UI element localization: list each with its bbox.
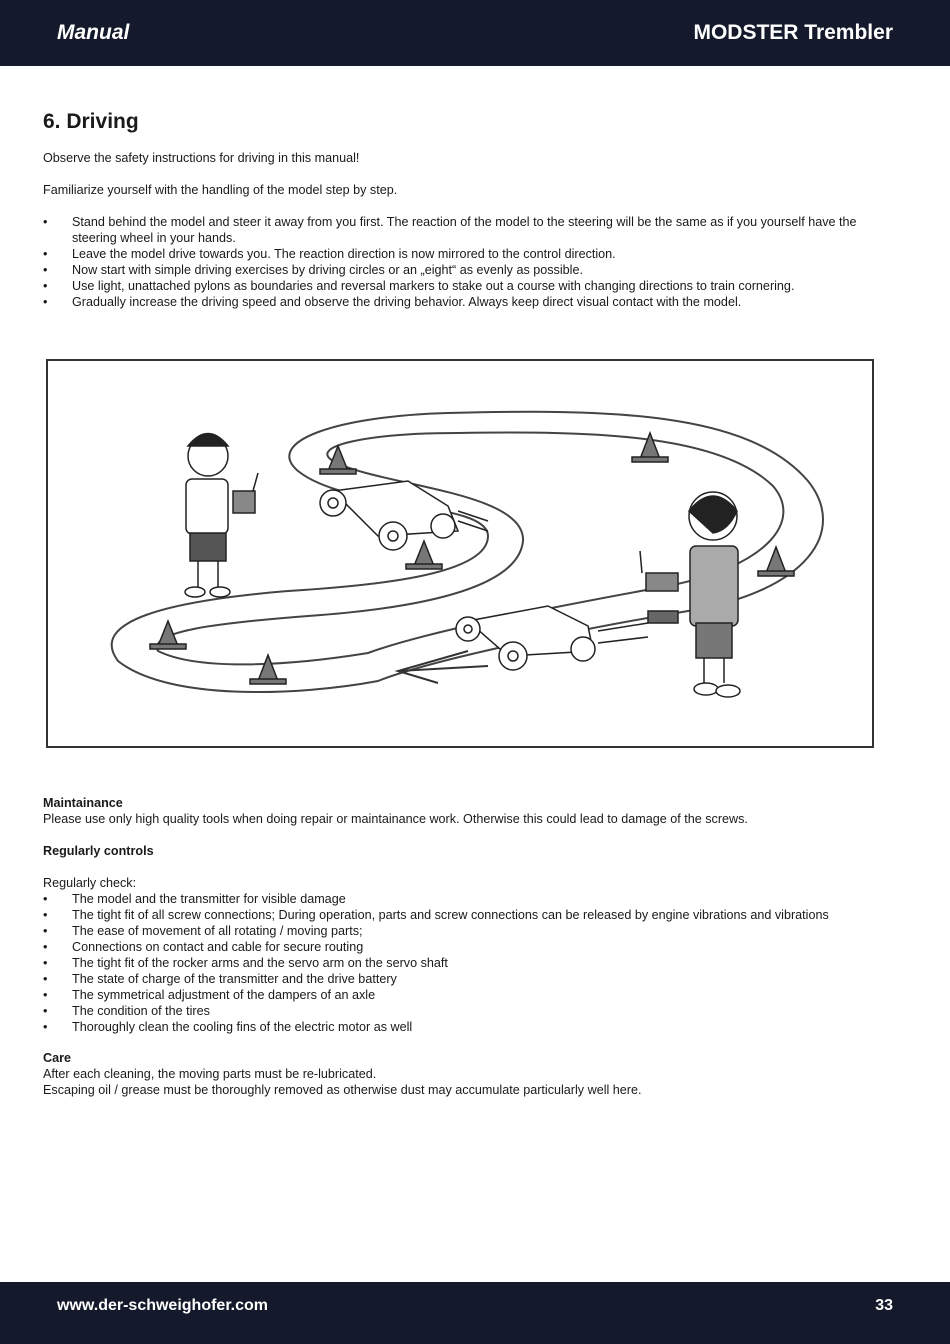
list-item: • Use light, unattached pylons as boundaries and reversal markers to stake out a course with changing directions to train cornering. (43, 279, 795, 293)
bullet-marker: • (43, 940, 48, 954)
bullet-marker: • (43, 924, 48, 938)
bullet-marker: • (43, 908, 48, 922)
bullet-marker: • (43, 892, 48, 906)
bullet-marker: • (43, 1004, 48, 1018)
footer-bar (0, 1282, 950, 1344)
bullet-marker: • (43, 1020, 48, 1034)
header-bar (0, 0, 950, 66)
rc-car-icon (456, 606, 648, 670)
bullet-marker: • (43, 972, 48, 986)
footer-website: www.der-schweighofer.com (57, 1297, 269, 1314)
cone-icon (758, 547, 794, 576)
maintenance-text: Please use only high quality tools when doing repair or maintainance work. Otherwise this could lead to damage of the screws. (43, 812, 748, 826)
list-item: • The state of charge of the transmitter and the drive battery (43, 972, 397, 986)
list-item: • Now start with simple driving exercises by driving circles or an „eight“ as evenly as possible. (43, 263, 583, 277)
section-title: 6. Driving (43, 110, 139, 133)
header-product-title: MODSTER Trembler (693, 21, 893, 44)
care-line-2: Escaping oil / grease must be thoroughly removed as otherwise dust may accumulate particularly well here. (43, 1083, 642, 1097)
intro-familiarize: Familiarize yourself with the handling of the model step by step. (43, 183, 398, 197)
list-item: • The ease of movement of all rotating / moving parts; (43, 924, 363, 938)
list-item: • Stand behind the model and steer it away from you first. The reaction of the model to the steering will be the same as if you yourself have the steering wheel in your hands. (43, 215, 857, 245)
list-item: • The tight fit of all screw connections; During operation, parts and screw connections can be released by engine vibrations and vibrations (43, 908, 829, 922)
maintenance-heading: Maintainance (43, 796, 123, 810)
bullet-marker: • (43, 295, 48, 309)
intro-safety: Observe the safety instructions for driving in this manual! (43, 151, 360, 165)
list-item: • Gradually increase the driving speed and observe the driving behavior. Always keep direct visual contact with the model. (43, 295, 742, 309)
controls-bullet-list (43, 891, 893, 1035)
driving-bullet-list (43, 214, 893, 310)
list-item: • Thoroughly clean the cooling fins of the electric motor as well (43, 1020, 413, 1034)
bullet-marker: • (43, 279, 48, 293)
list-item: • The condition of the tires (43, 1004, 210, 1018)
cone-icon (320, 446, 356, 474)
cone-icon (250, 655, 286, 684)
list-item: • The tight fit of the rocker arms and the servo arm on the servo shaft (43, 956, 448, 970)
bullet-marker: • (43, 263, 48, 277)
header-manual-label: Manual (57, 21, 130, 44)
bullet-marker: • (43, 988, 48, 1002)
list-item: • The symmetrical adjustment of the dampers of an axle (43, 988, 376, 1002)
boy-left-figure (185, 434, 258, 598)
boy-right-figure (640, 492, 740, 697)
cone-icon (406, 541, 442, 569)
cone-icon (150, 621, 186, 649)
driving-illustration (46, 359, 874, 748)
bullet-marker: • (43, 956, 48, 970)
bullet-marker: • (43, 215, 48, 229)
bullet-marker: • (43, 247, 48, 261)
list-item: • Connections on contact and cable for secure routing (43, 940, 364, 954)
care-heading: Care (43, 1051, 72, 1065)
care-line-1: After each cleaning, the moving parts must be re-lubricated. (43, 1067, 377, 1081)
controls-intro: Regularly check: (43, 876, 137, 890)
list-item: • The model and the transmitter for visible damage (43, 892, 346, 906)
page-number: 33 (875, 1297, 893, 1314)
direction-arrow (398, 651, 488, 683)
controls-heading: Regularly controls (43, 844, 154, 858)
list-item: • Leave the model drive towards you. The reaction direction is now mirrored to the control direction. (43, 247, 616, 261)
